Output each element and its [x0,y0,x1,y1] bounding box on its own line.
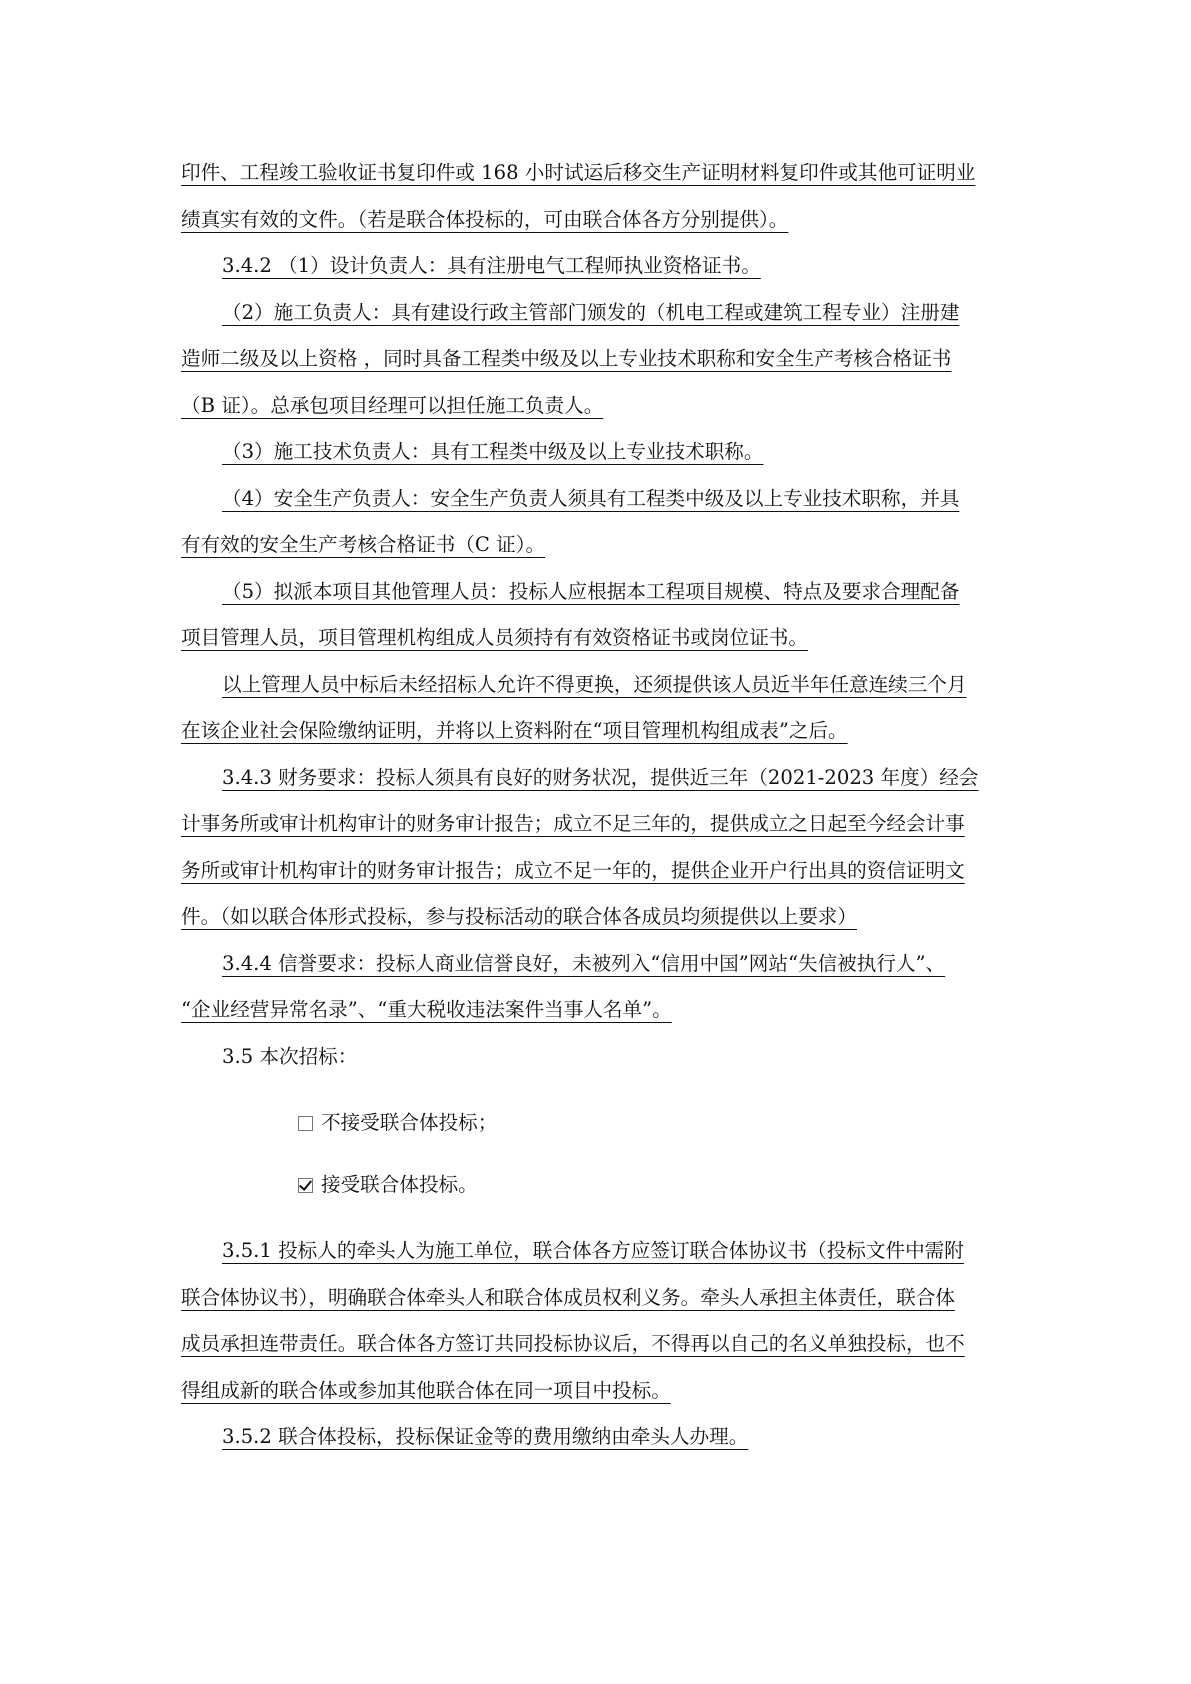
line-text: 3.5 本次招标： [222,1044,358,1068]
paragraph-line [181,290,1019,337]
checkbox-icon[interactable] [298,1116,313,1131]
line-text: 绩真实有效的文件。（若是联合体投标的，可由联合体各方分别提供）。 [181,207,789,231]
paragraph-line [181,1275,1019,1322]
line-text: 件。（如以联合体形式投标，参与投标活动的联合体各成员均须提供以上要求） [181,905,857,928]
paragraph-line [181,1034,1019,1081]
text-block-consortium [181,1228,1019,1461]
line-text: 项目管理人员，项目管理机构组成人员须持有有效资格证书或岗位证书。 [181,626,808,649]
document-page [181,150,1019,1461]
spacer [181,1216,1019,1228]
line-text: 有有效的安全生产考核合格证书（C 证）。 [181,533,546,556]
paragraph-line [181,197,1019,244]
paragraph-line [181,243,1019,290]
spacer [181,1080,1019,1092]
paragraph-line [181,848,1019,895]
line-text: （B 证）。总承包项目经理可以担任施工负责人。 [181,393,604,417]
option-label: 不接受联合体投标； [321,1110,498,1134]
line-text: 3.4.3 财务要求：投标人须具有良好的财务状况，提供近三年（2021-2023 年度）经会 [222,765,979,789]
option-row [181,1154,1019,1216]
paragraph-line [181,801,1019,848]
line-text: （3）施工技术负责人：具有工程类中级及以上专业技术职称。 [222,440,764,463]
paragraph-line [181,941,1019,988]
paragraph-line [181,615,1019,662]
line-text: 成员承担连带责任。联合体各方签订共同投标协议后，不得再以自己的名义单独投标，也不 [181,1332,965,1355]
line-text: （5）拟派本项目其他管理人员：投标人应根据本工程项目规模、特点及要求合理配备 [222,579,960,603]
line-text: 计事务所或审计机构审计的财务审计报告；成立不足三年的，提供成立之日起至今经会计事 [181,812,965,835]
paragraph-line [181,476,1019,523]
line-text: （4）安全生产负责人：安全生产负责人须具有工程类中级及以上专业技术职称，并具 [222,486,960,510]
paragraph-line [181,383,1019,430]
line-text: 印件、工程竣工验收证书复印件或 168 小时试运后移交生产证明材料复印件或其他可证明业 [181,161,976,184]
paragraph-line [181,1414,1019,1461]
line-text: 以上管理人员中标后未经招标人允许不得更换，还须提供该人员近半年任意连续三个月 [222,672,967,696]
option-row [181,1092,1019,1154]
line-text: 3.4.2 （1）设计负责人：具有注册电气工程师执业资格证书。 [222,254,761,277]
line-text: 务所或审计机构审计的财务审计报告；成立不足一年的，提供企业开户行出具的资信证明文 [181,858,965,882]
line-text: （2）施工负责人：具有建设行政主管部门颁发的（机电工程或建筑工程专业）注册建 [222,300,960,324]
paragraph-line [181,894,1019,941]
text-block-qualifications [181,150,1019,1080]
line-text: 造师二级及以上资格 ，同时具备工程类中级及以上专业技术职称和安全生产考核合格证书 [181,347,952,370]
paragraph-line [181,150,1019,197]
line-text: 得组成新的联合体或参加其他联合体在同一项目中投标。 [181,1378,671,1402]
checked-checkbox-icon[interactable] [298,1178,313,1193]
line-text: 在该企业社会保险缴纳证明，并将以上资料附在“项目管理机构组成表”之后。 [181,719,848,742]
option-label: 接受联合体投标。 [321,1172,478,1196]
paragraph-line [181,755,1019,802]
paragraph-line [181,1368,1019,1415]
line-text: 3.5.1 投标人的牵头人为施工单位，联合体各方应签订联合体协议书（投标文件中需附 [222,1239,964,1262]
paragraph-line [181,336,1019,383]
bidding-options [181,1092,1019,1216]
line-text: 3.5.2 联合体投标，投标保证金等的费用缴纳由牵头人办理。 [222,1425,749,1448]
paragraph-line [181,662,1019,709]
paragraph-line [181,522,1019,569]
paragraph-line [181,1228,1019,1275]
line-text: 联合体协议书），明确联合体牵头人和联合体成员权利义务。牵头人承担主体责任，联合体 [181,1285,955,1309]
paragraph-line [181,987,1019,1034]
paragraph-line [181,1321,1019,1368]
paragraph-line [181,569,1019,616]
line-text: 3.4.4 信誉要求：投标人商业信誉良好，未被列入“信用中国”网站“失信被执行人”、 [222,951,946,975]
paragraph-line [181,429,1019,476]
line-text: “企业经营异常名录”、“重大税收违法案件当事人名单”。 [181,998,672,1021]
paragraph-line [181,708,1019,755]
